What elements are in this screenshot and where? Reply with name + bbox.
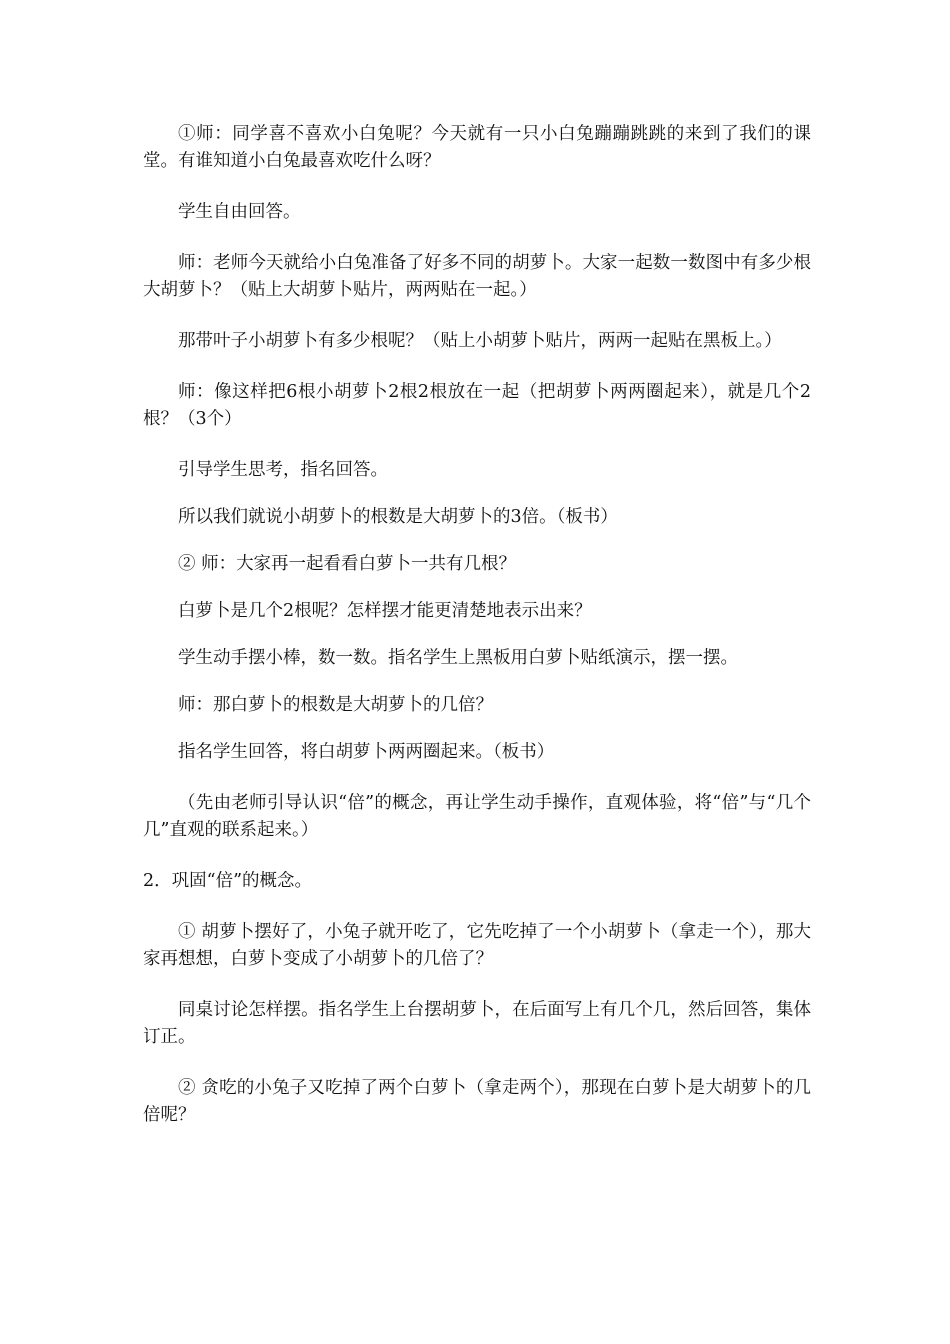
paragraph-rabbit-eats-two: ② 贪吃的小兔子又吃掉了两个白萝卜（拿走两个），那现在白萝卜是大胡萝卜的几倍呢？ [143,1078,811,1125]
paragraph-small-carrots: 那带叶子小胡萝卜有多少根呢？（贴上小胡萝卜贴片，两两一起贴在黑板上。） [178,331,782,351]
paragraph-big-carrots: 师：老师今天就给小白兔准备了好多不同的胡萝卜。大家一起数一数图中有多少根大胡萝卜？（贴上大胡萝卜贴片，两两贴在一起。） [143,253,811,300]
paragraph-hands-on: 学生动手摆小棒，数一数。指名学生上黑板用白萝卜贴纸演示，摆一摆。 [178,648,738,668]
paragraph-intro-question: ①师：同学喜不喜欢小白兔呢？今天就有一只小白兔蹦蹦跳跳的来到了我们的课堂。有谁知道小白兔最喜欢吃什么呀？ [143,124,811,171]
paragraph-guide-thinking: 引导学生思考，指名回答。 [178,460,388,480]
paragraph-groups-of-two: 师：像这样把6根小胡萝卜2根2根放在一起（把胡萝卜两两圈起来），就是几个2根？（3个） [143,382,811,429]
paragraph-three-times: 所以我们就说小胡萝卜的根数是大胡萝卜的3倍。（板书） [178,507,618,527]
paragraph-white-radish-groups: 白萝卜是几个2根呢？怎样摆才能更清楚地表示出来？ [178,601,592,621]
paragraph-students-answer: 学生自由回答。 [178,202,301,222]
document-body [143,121,811,1153]
paragraph-design-note: （先由老师引导认识“倍”的概念，再让学生动手操作，直观体验，将“倍”与“几个几”直观的联系起来。） [143,793,811,840]
paragraph-desk-discussion: 同桌讨论怎样摆。指名学生上台摆胡萝卜，在后面写上有几个几，然后回答，集体订正。 [143,1000,811,1047]
paragraph-white-radish-count: ② 师：大家再一起看看白萝卜一共有几根？ [178,554,517,574]
paragraph-how-many-times: 师：那白萝卜的根数是大胡萝卜的几倍？ [178,695,493,715]
paragraph-circle-pairs: 指名学生回答，将白胡萝卜两两圈起来。（板书） [178,742,555,762]
paragraph-rabbit-eats-one: ① 胡萝卜摆好了，小兔子就开吃了，它先吃掉了一个小胡萝卜（拿走一个），那大家再想想，白萝卜变成了小胡萝卜的几倍了？ [143,922,811,969]
section-heading-consolidate: 2．巩固“倍”的概念。 [143,871,313,891]
